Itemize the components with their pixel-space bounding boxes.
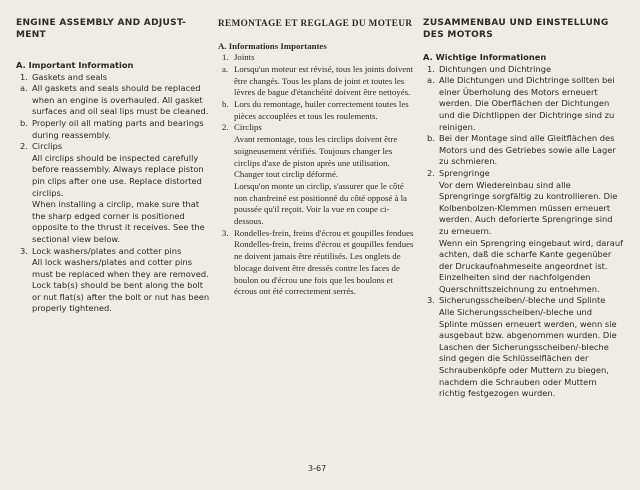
item-1-fr <box>218 52 414 64</box>
item-2-fr <box>218 122 414 134</box>
item-number: 3. <box>427 295 435 306</box>
item-1b-de <box>423 133 623 168</box>
item-letter: a. <box>20 83 28 94</box>
item-1b-fr <box>218 99 414 122</box>
item-letter: a. <box>427 75 435 86</box>
item-3-fr <box>218 228 414 240</box>
item-number: 2. <box>427 167 435 178</box>
item-title: Joints <box>234 52 255 63</box>
item-2-en <box>16 141 214 153</box>
item-number: 2. <box>222 122 229 133</box>
item-2-de <box>423 168 623 180</box>
item-2-text-2-de: Wenn ein Sprengring eingebaut wird, darauf achten, daß die scharfe Kante gegenüber der Druckaufnahmeseite angeordnet ist. Einzelheiten sind der nachfolgenden Querschnittszeichnung zu entnehmen. <box>439 237 624 294</box>
german-column <box>423 18 623 400</box>
item-2-text-1-fr: Avant remontage, tous les circlips doivent être soigneusement vérifiés. Toujours changer les circlips d'axe de piston après une utilisation. Changer tout circlip déformé. <box>234 134 398 180</box>
item-title: Circlips <box>32 141 63 152</box>
item-number: 2. <box>20 141 28 152</box>
item-2-text-2-en: When installing a circlip, make sure that the sharp edged corner is positioned opposite to the thrust it receives. See the sectional view below. <box>32 199 205 244</box>
item-2-text-1-de: Vor dem Wiedereinbau sind alle Sprengringe sorgfältig zu kontrollieren. Die Kolbenbolzen-Klemmen müssen erneuert werden. Auch deforierte Sprengringe sind zu erneuern. <box>439 179 618 236</box>
item-title: Gaskets and seals <box>32 71 108 82</box>
item-3-text-en: All lock washers/plates and cotter pins must be replaced when they are removed. Lock tab(s) should be bent along the bolt or nut flat(s) after the bolt or nut has been properly tightened. <box>32 257 210 314</box>
item-1a-en <box>16 83 214 118</box>
page-number: 3-67 <box>308 464 327 473</box>
item-3-text-de: Alle Sicherungsscheiben/-bleche und Splinte müssen erneuert werden, wenn sie ausgebaut bzw. abgenommen wurden. Die Laschen der Sicherungsscheiben/-bleche sind gegen die Schlüsselflächen der Schraubenköpfe oder Muttern zu biegen, nachdem die Schrauben oder Muttern richtig festgezogen wurden. <box>439 307 617 399</box>
item-text: Lors du remontage, huiler correctement toutes les pièces accouplées et tous les roulements. <box>234 99 409 121</box>
item-title: Sicherungsscheiben/-bleche und Splinte <box>439 295 606 306</box>
item-title: Circlips <box>234 122 262 133</box>
item-letter: b. <box>20 117 28 128</box>
section-title-de: ZUSAMMENBAU UND EINSTELLUNG DES MOTORS <box>423 18 609 40</box>
item-title: Rondelles-frein, freins d'écrou et goupilles fendues <box>234 227 414 238</box>
item-text: Alle Dichtungen und Dichtringe sollten bei einer Überholung des Motors erneuert werden. Die Oberflächen der Dichtungen und die Dichtlippen der Dichtringe sind zu reinigen. <box>439 75 615 132</box>
item-title: Dichtungen und Dichtringe <box>439 63 552 74</box>
section-title-en: ENGINE ASSEMBLY AND ADJUST-MENT <box>16 18 187 40</box>
item-number: 1. <box>20 71 28 82</box>
section-heading-de: A. Wichtige Informationen <box>423 52 547 62</box>
item-text: Properly oil all mating parts and bearings during reassembly. <box>32 117 204 140</box>
item-title: Sprengringe <box>439 167 490 178</box>
item-number: 1. <box>427 63 435 74</box>
item-3-de <box>423 295 623 307</box>
item-number: 1. <box>222 52 229 63</box>
item-2-text-1-en: All circlips should be inspected carefully before reassembly. Always replace piston pin clips after one use. Replace distorted circlips. <box>32 152 204 198</box>
section-title-fr: REMONTAGE ET REGLAGE DU MOTEUR <box>218 18 413 28</box>
item-1-de <box>423 64 623 76</box>
item-3-text-fr: Rondelles-frein, freins d'écrou et goupilles fendues ne doivent jamais être réutilisés. Les onglets de blocage doivent être dressés contre les faces de boulon ou d'écrou une fois que les boulons et écrous ont été correctement serrés. <box>234 239 414 297</box>
item-1-en <box>16 72 214 84</box>
item-letter: b. <box>222 99 229 110</box>
item-text: Bei der Montage sind alle Gleitflächen des Motors und des Getriebes sowie alle Lager zu schmieren. <box>439 133 616 167</box>
item-1b-en <box>16 118 214 141</box>
item-title: Lock washers/plates and cotter pins <box>32 245 182 256</box>
section-heading-fr: A. Informations Importantes <box>218 40 327 51</box>
item-text: Lorsqu'un moteur est révisé, tous les joints doivent être changés. Tous les plans de joint et toutes les lèvres de bague d'étanchéité doivent être nettoyés. <box>234 63 413 98</box>
item-text: All gaskets and seals should be replaced when an engine is overhauled. All gasket surfaces and oil seal lips must be cleaned. <box>32 83 209 117</box>
item-1a-fr <box>218 64 414 99</box>
item-2-text-2-fr: Lorsqu'on monte un circlip, s'assurer que le côté non chanfreiné est positionné du côté opposé à la poussée qu'il reçoit. Voir la vue en coupe ci-dessous. <box>234 180 407 227</box>
item-number: 3. <box>222 227 229 238</box>
item-1a-de <box>423 75 623 133</box>
english-column <box>16 18 214 315</box>
french-column <box>218 18 414 298</box>
section-heading-en: A. Important Information <box>16 60 134 70</box>
item-letter: a. <box>222 63 229 74</box>
item-3-en <box>16 246 214 258</box>
item-letter: b. <box>427 133 435 144</box>
item-number: 3. <box>20 245 28 256</box>
